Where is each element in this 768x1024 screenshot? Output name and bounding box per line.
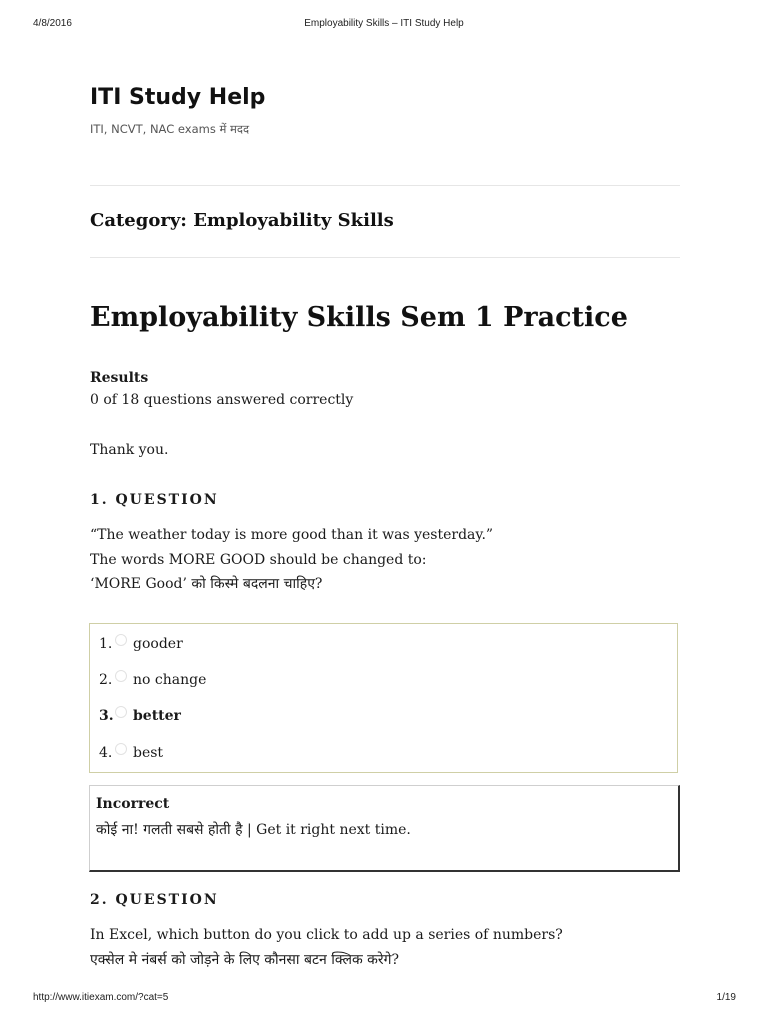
answer-number: 1.: [99, 636, 113, 652]
print-page-title: Employability Skills – ITI Study Help: [304, 18, 464, 29]
question-line: The words MORE GOOD should be changed to:: [90, 551, 427, 568]
answer-option[interactable]: [99, 708, 181, 724]
answer-number: 4.: [99, 745, 113, 761]
answer-label: best: [133, 745, 164, 761]
divider: [90, 185, 680, 186]
print-url: http://www.itiexam.com/?cat=5: [33, 992, 169, 1003]
print-date: 4/8/2016: [33, 18, 72, 29]
answer-label: gooder: [133, 636, 183, 652]
radio-button[interactable]: [115, 634, 127, 646]
question-line: “The weather today is more good than it was yesterday.”: [90, 527, 494, 543]
thank-you-text: Thank you.: [90, 442, 169, 458]
answer-number: 2.: [99, 672, 113, 688]
answer-label: no change: [133, 672, 207, 688]
question-line: In Excel, which button do you click to add up a series of numbers?: [90, 927, 563, 943]
radio-button[interactable]: [115, 743, 127, 755]
results-text: 0 of 18 questions answered correctly: [90, 392, 354, 408]
answer-label: better: [133, 708, 181, 724]
question-heading: 2. QUESTION: [90, 892, 219, 908]
site-description: ITI, NCVT, NAC exams में मदद: [90, 122, 250, 136]
feedback-text: कोई ना! गलती सबसे होती है | Get it right next time.: [96, 822, 411, 838]
radio-button[interactable]: [115, 706, 127, 718]
question-text: [90, 923, 563, 972]
question-line: एक्सेल मे नंबर्स को जोड़ने के लिए कौनसा बटन क्लिक करेगे?: [90, 951, 400, 968]
answer-list: [89, 623, 678, 773]
question-line: ‘MORE Good’ को किस्मे बदलना चाहिए?: [90, 576, 323, 592]
category-heading: Category: Employability Skills: [90, 210, 394, 231]
answer-number: 3.: [99, 708, 114, 724]
feedback-box: [89, 785, 680, 872]
divider: [90, 257, 680, 258]
feedback-title: Incorrect: [96, 796, 170, 812]
radio-button[interactable]: [115, 670, 127, 682]
site-title[interactable]: ITI Study Help: [90, 85, 266, 110]
question-text: [90, 523, 493, 597]
answer-option[interactable]: [99, 636, 183, 652]
print-page-number: 1/19: [716, 992, 736, 1003]
post-title[interactable]: Employability Skills Sem 1 Practice: [90, 302, 628, 333]
results-label: Results: [90, 370, 149, 386]
answer-option[interactable]: [99, 672, 206, 688]
answer-option[interactable]: [99, 745, 163, 761]
question-heading: 1. QUESTION: [90, 492, 219, 508]
